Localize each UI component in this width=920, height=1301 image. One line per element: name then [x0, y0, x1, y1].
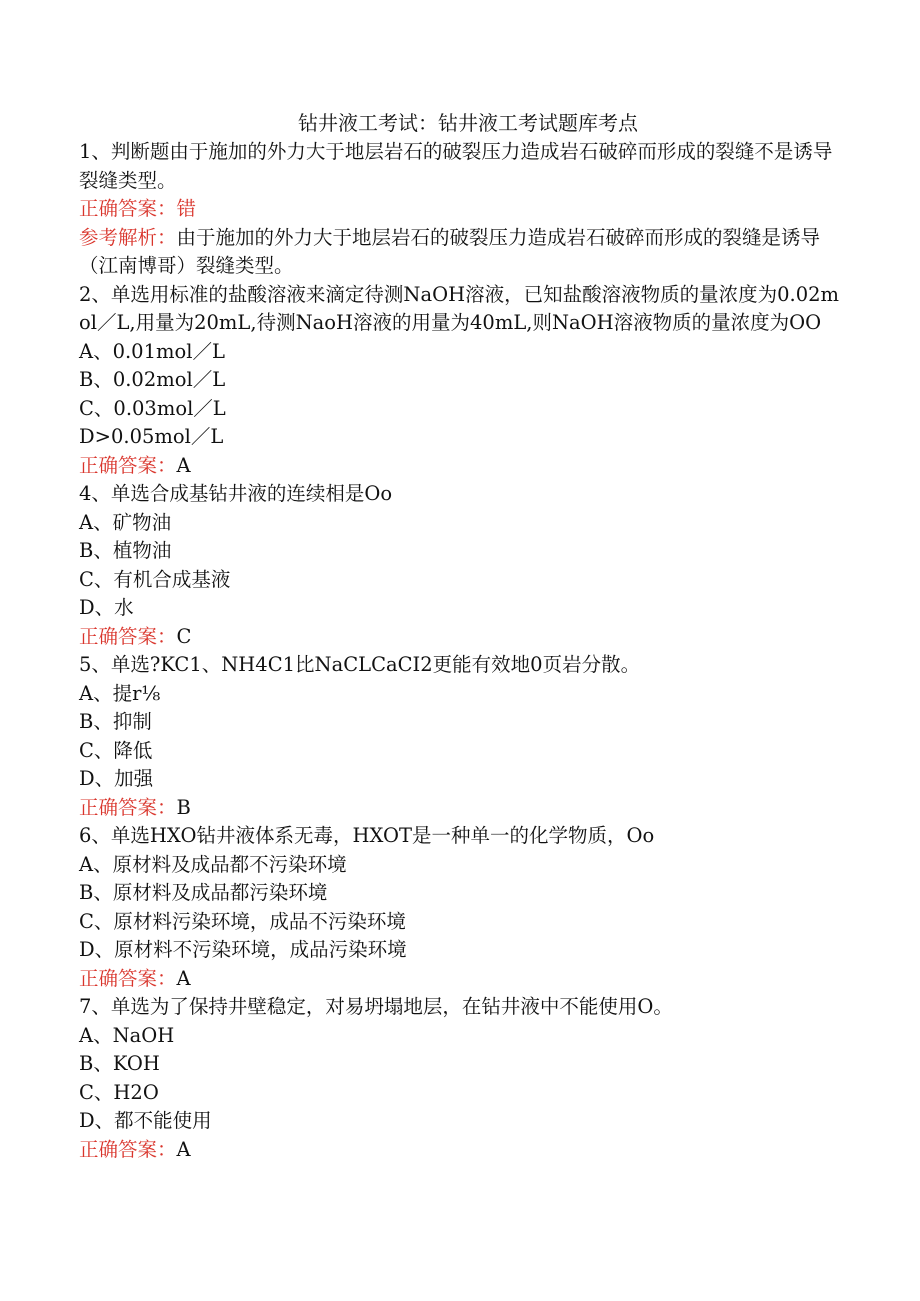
question-1-answer	[79, 195, 839, 224]
option-item: C、0.03mol／L	[79, 396, 226, 420]
option-item: B、0.02mol／L	[79, 368, 226, 391]
option-item: A、提r⅛	[79, 681, 161, 705]
answer-value: A	[176, 966, 191, 990]
question-6-answer	[79, 965, 839, 994]
question-5	[79, 651, 839, 822]
question-5-text: 5、单选?KC1、NH4C1比NaCLCaCI2更能有效地0页岩分散。	[79, 653, 641, 676]
answer-label: 正确答案：	[79, 795, 177, 819]
answer-value: A	[176, 453, 191, 477]
question-7	[79, 993, 839, 1164]
option-item: D、水	[79, 596, 134, 619]
question-7-text: 7、单选为了保持井壁稳定，对易坍塌地层，在钻井液中不能使用O。	[79, 995, 673, 1018]
answer-value: B	[176, 795, 191, 819]
option-item: C、H2O	[79, 1080, 159, 1104]
answer-value: C	[176, 624, 192, 648]
answer-label: 正确答案：	[79, 453, 177, 477]
answer-value: 错	[176, 197, 197, 220]
question-1-analysis	[79, 224, 839, 281]
option-item: A、矿物油	[79, 510, 172, 534]
option-item: A、原材料及成品都不污染环境	[79, 852, 347, 876]
question-6-text: 6、单选HXO钻井液体系无毒，HXOT是一种单一的化学物质，Oo	[79, 824, 655, 847]
question-5-answer	[79, 794, 839, 823]
question-4-answer	[79, 623, 839, 652]
document-page	[79, 108, 839, 1164]
option-item: D、都不能使用	[79, 1109, 212, 1132]
analysis-label: 参考解析：	[79, 225, 177, 249]
option-item: B、KOH	[79, 1052, 160, 1075]
page-title: 钻井液工考试：钻井液工考试题库考点	[298, 111, 638, 135]
question-6	[79, 822, 839, 993]
question-1	[79, 138, 839, 281]
question-2	[79, 281, 839, 481]
option-item: B、抑制	[79, 710, 152, 733]
question-2-answer	[79, 452, 839, 481]
question-2-text: 2、单选用标准的盐酸溶液来滴定待测NaOH溶液，已知盐酸溶液物质的量浓度为0.02mol／L,用量为20mL,待测NaoH溶液的用量为40mL,则NaOH溶液物质的量浓度为OO	[79, 282, 839, 334]
option-item: B、原材料及成品都污染环境	[79, 881, 328, 904]
question-7-answer	[79, 1136, 839, 1165]
answer-label: 正确答案：	[79, 1137, 177, 1161]
option-item: C、降低	[79, 738, 153, 762]
answer-label: 正确答案：	[79, 966, 177, 990]
option-item: C、原材料污染环境，成品不污染环境	[79, 909, 406, 933]
option-item: B、植物油	[79, 539, 172, 562]
answer-value: A	[176, 1137, 191, 1161]
option-item: D、加强	[79, 767, 154, 790]
question-1-text: 1、判断题由于施加的外力大于地层岩石的破裂压力造成岩石破碎而形成的裂缝不是诱导裂缝类型。	[79, 140, 833, 192]
option-item: D>0.05mol／L	[79, 425, 224, 448]
option-item: D、原材料不污染环境，成品污染环境	[79, 938, 407, 961]
question-4	[79, 480, 839, 651]
option-item: A、0.01mol／L	[79, 339, 225, 363]
question-4-text: 4、单选合成基钻井液的连续相是Oo	[79, 482, 393, 505]
analysis-text: 由于施加的外力大于地层岩石的破裂压力造成岩石破碎而形成的裂缝是诱导（江南博哥）裂缝类型。	[79, 225, 821, 277]
answer-label: 正确答案：	[79, 624, 177, 648]
option-item: C、有机合成基液	[79, 567, 231, 591]
option-item: A、NaOH	[79, 1023, 175, 1047]
answer-label: 正确答案：	[79, 197, 177, 220]
